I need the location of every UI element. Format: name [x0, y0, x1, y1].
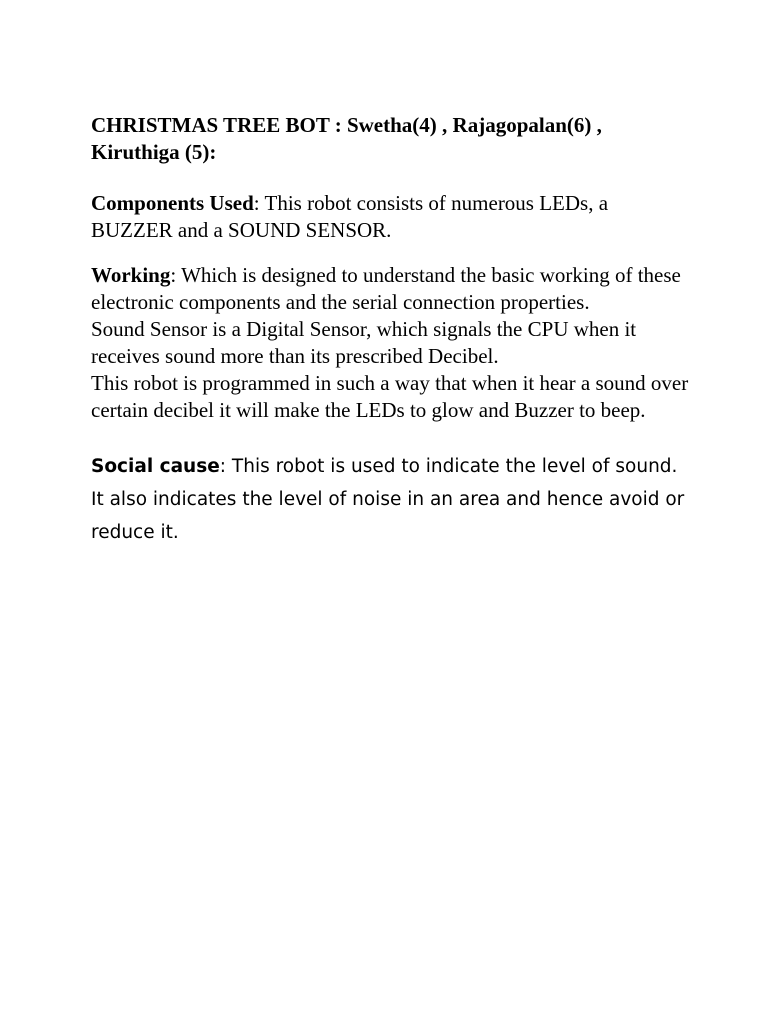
- working-text: Which is designed to understand the basic working of these electronic components and the serial connection properties.: [91, 263, 681, 314]
- social-cause-text: This robot is used to indicate the level of sound. It also indicates the level of noise in an area and hence avoid or reduce it.: [91, 456, 685, 543]
- working-sound-sensor-text: Sound Sensor is a Digital Sensor, which signals the CPU when it receives sound more than its prescribed Decibel.: [91, 317, 637, 368]
- social-cause-paragraph: [91, 450, 691, 549]
- document-title: [91, 112, 691, 166]
- working-paragraph: [91, 262, 691, 424]
- title-line-2: Kiruthiga (5):: [91, 140, 217, 164]
- working-programming-text: This robot is programmed in such a way that when it hear a sound over certain decibel it will make the LEDs to glow and Buzzer to beep.: [91, 371, 689, 422]
- working-separator: :: [170, 263, 177, 287]
- social-cause-label: Social cause: [91, 456, 220, 477]
- social-cause-separator: :: [219, 456, 227, 477]
- components-separator: :: [253, 191, 260, 215]
- components-paragraph: [91, 190, 691, 244]
- components-text: This robot consists of numerous LEDs, a BUZZER and a SOUND SENSOR.: [91, 191, 609, 242]
- components-label: Components Used: [91, 191, 254, 215]
- title-line-1: CHRISTMAS TREE BOT : Swetha(4) , Rajagopalan(6) ,: [91, 113, 602, 137]
- document-page: [91, 112, 691, 549]
- working-label: Working: [91, 263, 171, 287]
